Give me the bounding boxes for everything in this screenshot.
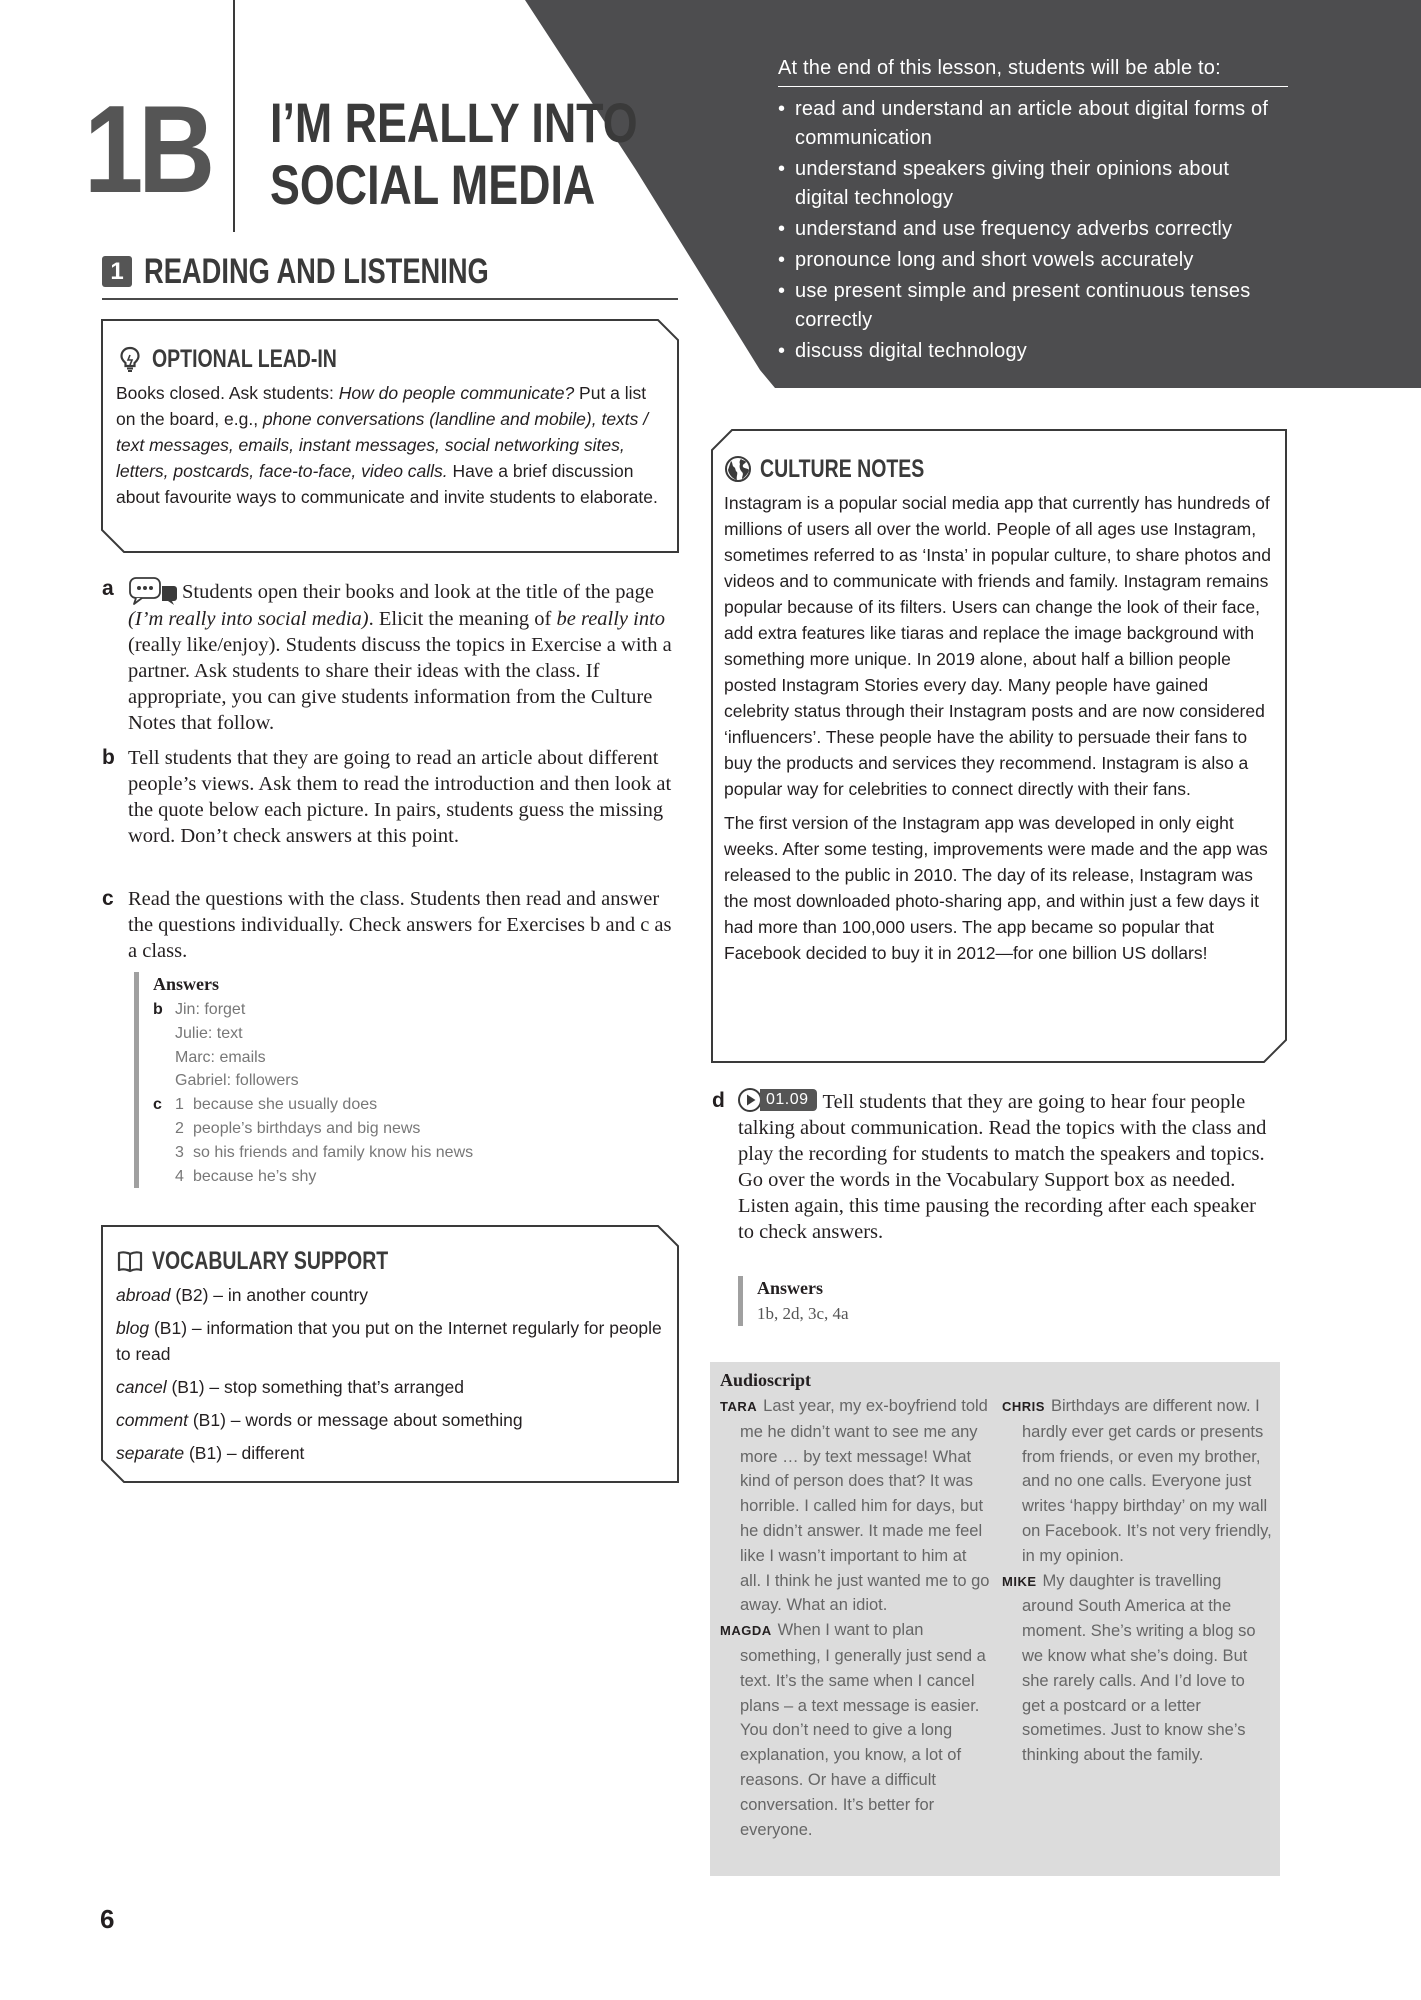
objective-item: • understand and use frequency adverbs correctly xyxy=(778,215,1288,244)
answer-item: 4 because he’s shy xyxy=(175,1167,317,1185)
objectives-list xyxy=(778,95,1288,366)
play-icon[interactable] xyxy=(738,1088,762,1112)
objective-item: • read and understand an article about digital forms of communication xyxy=(778,95,1288,153)
culture-notes-paragraph: The first version of the Instagram app was developed in only eight weeks. After some testing, improvements were made and the app was released to the public in 2010. The day of its release, Instagram was the most downloaded photo-sharing app, and within just a few days it had more than 100,000 users. The app became so popular that Facebook decided to buy it in 2012—for one billion US dollars! xyxy=(724,813,1268,963)
lesson-objectives xyxy=(778,54,1288,368)
exercise-c xyxy=(102,886,676,964)
lead-in-box xyxy=(116,342,666,510)
answers-d-text: 1b, 2d, 3c, 4a xyxy=(757,1304,849,1323)
objectives-intro: At the end of this lesson, students will be able to: xyxy=(778,54,1288,87)
exercise-letter: a xyxy=(102,577,114,600)
answer-item: Gabriel: followers xyxy=(175,1072,299,1090)
vocabulary-entry: cancel (B1) – stop something that’s arranged xyxy=(116,1377,464,1397)
culture-notes-paragraph: Instagram is a popular social media app that currently has hundreds of millions of users all over the world. People of all ages use Instagram, sometimes referred to as ‘Insta’ in popular culture, to share photos and videos and to communicate with friends and family. Instagram remains popular because of its filters. Users can change the look of their face, add extra features like tiaras and replace the image background with something more unique. In 2019 alone, about half a billion people posted Instagram Stories every day. Many people have gained celebrity status through their Instagram posts and are now considered ‘influencers’. These people have the ability to persuade their fans to buy the products and services they recommend. Instagram is also a popular way for celebrities to connect directly with their fans. xyxy=(724,493,1272,799)
exercise-d xyxy=(712,1088,1274,1245)
audio-track-button[interactable] xyxy=(738,1088,817,1112)
exercise-c-text: Read the questions with the class. Students then read and answer the questions individually. Check answers for Exercises b and c as a class. xyxy=(128,888,672,962)
audioscript-entry: MAGDA When I want to plan something, I generally just send a text. It’s the same when I cancel plans – a text message is easier. You don’t need to give a long explanation, you know, a lot of reasons. Or have a difficult conversation. It’s better for everyone. xyxy=(720,1621,986,1839)
audioscript-column-2 xyxy=(1002,1394,1272,1768)
lightbulb-icon xyxy=(116,345,144,373)
culture-notes-title: CULTURE NOTES xyxy=(760,455,925,483)
answer-item: 3 so his friends and family know his news xyxy=(175,1143,474,1161)
page-number: 6 xyxy=(100,1904,115,1934)
unit-divider xyxy=(233,0,235,232)
unit-number: 1B xyxy=(84,81,211,219)
culture-notes-box xyxy=(724,452,1274,974)
exercise-a: a Students open their books and look at the title of the page (I’m really into social media). Elicit the meaning of be really into (really like/enjoy). Students discuss the topics in Exercise a with a partner. Ask students to share their ideas with the class. If appropriate, you can give students information from the Culture Notes that follow. xyxy=(102,577,672,734)
open-book-icon xyxy=(116,1247,144,1275)
audioscript-entry: MIKE My daughter is travelling around South America at the moment. She’s writing a blog so we know what she’s doing. But she rarely calls. And I’d love to get a postcard or a letter sometimes. Just to know she’s thinking about the family. xyxy=(1002,1571,1256,1765)
exercise-d-text: Tell students that they are going to hear four people talking about communication. Read the topics with the class and play the recording for students to match the speakers and topics. Go over the words in the Vocabulary Support box as needed. Listen again, this time pausing the recording after each speaker to check answers. xyxy=(738,1091,1267,1243)
objective-item: • understand speakers giving their opinions about digital technology xyxy=(778,155,1288,213)
section-number: 1 xyxy=(102,256,132,287)
answer-group-c: c 1 because she usually does 2 people’s birthdays and big news 3 so his friends and family know his news 4 because he’s shy xyxy=(153,1093,574,1188)
lead-in-title: OPTIONAL LEAD-IN xyxy=(152,345,337,373)
vocabulary-entry: blog (B1) – information that you put on the Internet regularly for people to read xyxy=(116,1318,662,1364)
audioscript-box xyxy=(710,1362,1280,1876)
answer-item: Jin: forget xyxy=(175,1001,246,1018)
vocabulary-entry: separate (B1) – different xyxy=(116,1443,305,1463)
answers-title: Answers xyxy=(757,1278,823,1298)
answer-item: 1 because she usually does xyxy=(175,1096,378,1114)
answers-b-c xyxy=(134,972,574,1188)
globe-icon xyxy=(724,455,752,483)
section-title: READING AND LISTENING xyxy=(144,252,489,291)
answers-d xyxy=(738,1276,1038,1326)
objective-item: • pronounce long and short vowels accurately xyxy=(778,246,1288,275)
answer-item: Julie: text xyxy=(175,1024,243,1042)
vocabulary-header xyxy=(116,1244,672,1278)
answer-item: Marc: emails xyxy=(175,1048,266,1066)
exercise-letter: d xyxy=(712,1089,725,1112)
exercise-b-text: Tell students that they are going to read an article about different people’s views. Ask them to read the introduction and then look at the quote below each picture. In pairs, students guess the missing word. Don’t check answers at this point. xyxy=(128,747,672,847)
audio-track-number: 01.09 xyxy=(760,1089,817,1111)
objective-item: • use present simple and present continuous tenses correctly xyxy=(778,277,1288,335)
lead-in-header xyxy=(116,342,666,376)
vocabulary-entry: abroad (B2) – in another country xyxy=(116,1285,368,1305)
exercise-b xyxy=(102,745,676,849)
unit-title-line-2: SOCIAL MEDIA xyxy=(270,153,596,216)
answer-group-b: b Jin: forget Julie: text Marc: emails Gabriel: followers xyxy=(153,998,574,1093)
audioscript-entry: TARA Last year, my ex-boyfriend told me he didn’t want to see me any more … by text message! What kind of person does that? It was horrible. I called him for days, but he didn’t answer. It made me feel like I wasn’t important to him at all. I think he just wanted me to go away. What an idiot. xyxy=(720,1397,990,1615)
audioscript-entry: CHRIS Birthdays are different now. I hardly ever get cards or presents from friends, or even my brother, and no one calls. Everyone just writes ‘happy birthday’ on my wall on Facebook. It’s not very friendly, in my opinion. xyxy=(1002,1397,1272,1565)
unit-title xyxy=(270,92,638,216)
exercise-letter: b xyxy=(102,746,115,769)
section-heading xyxy=(102,252,678,300)
vocabulary-title: VOCABULARY SUPPORT xyxy=(152,1247,389,1275)
unit-title-line-1: I’M REALLY INTO xyxy=(270,91,638,154)
vocabulary-support-box xyxy=(116,1244,672,1473)
answers-title: Answers xyxy=(153,974,219,994)
culture-notes-header xyxy=(724,452,1274,486)
audioscript-title: Audioscript xyxy=(720,1370,812,1390)
answer-item: 2 people’s birthdays and big news xyxy=(175,1119,421,1137)
objective-item: • discuss digital technology xyxy=(778,337,1288,366)
exercise-letter: c xyxy=(102,887,114,910)
speaking-icon xyxy=(128,576,178,606)
lead-in-text: Books closed. Ask students: How do people communicate? Put a list on the board, e.g., phone conversations (landline and mobile), texts / text messages, emails, instant messages, social networking sites, letters, postcards, face-to-face, video calls. Have a brief discussion about favourite ways to communicate and invite students to elaborate. xyxy=(116,383,658,507)
audioscript-column-1 xyxy=(720,1394,992,1842)
vocabulary-entry: comment (B1) – words or message about something xyxy=(116,1410,523,1430)
